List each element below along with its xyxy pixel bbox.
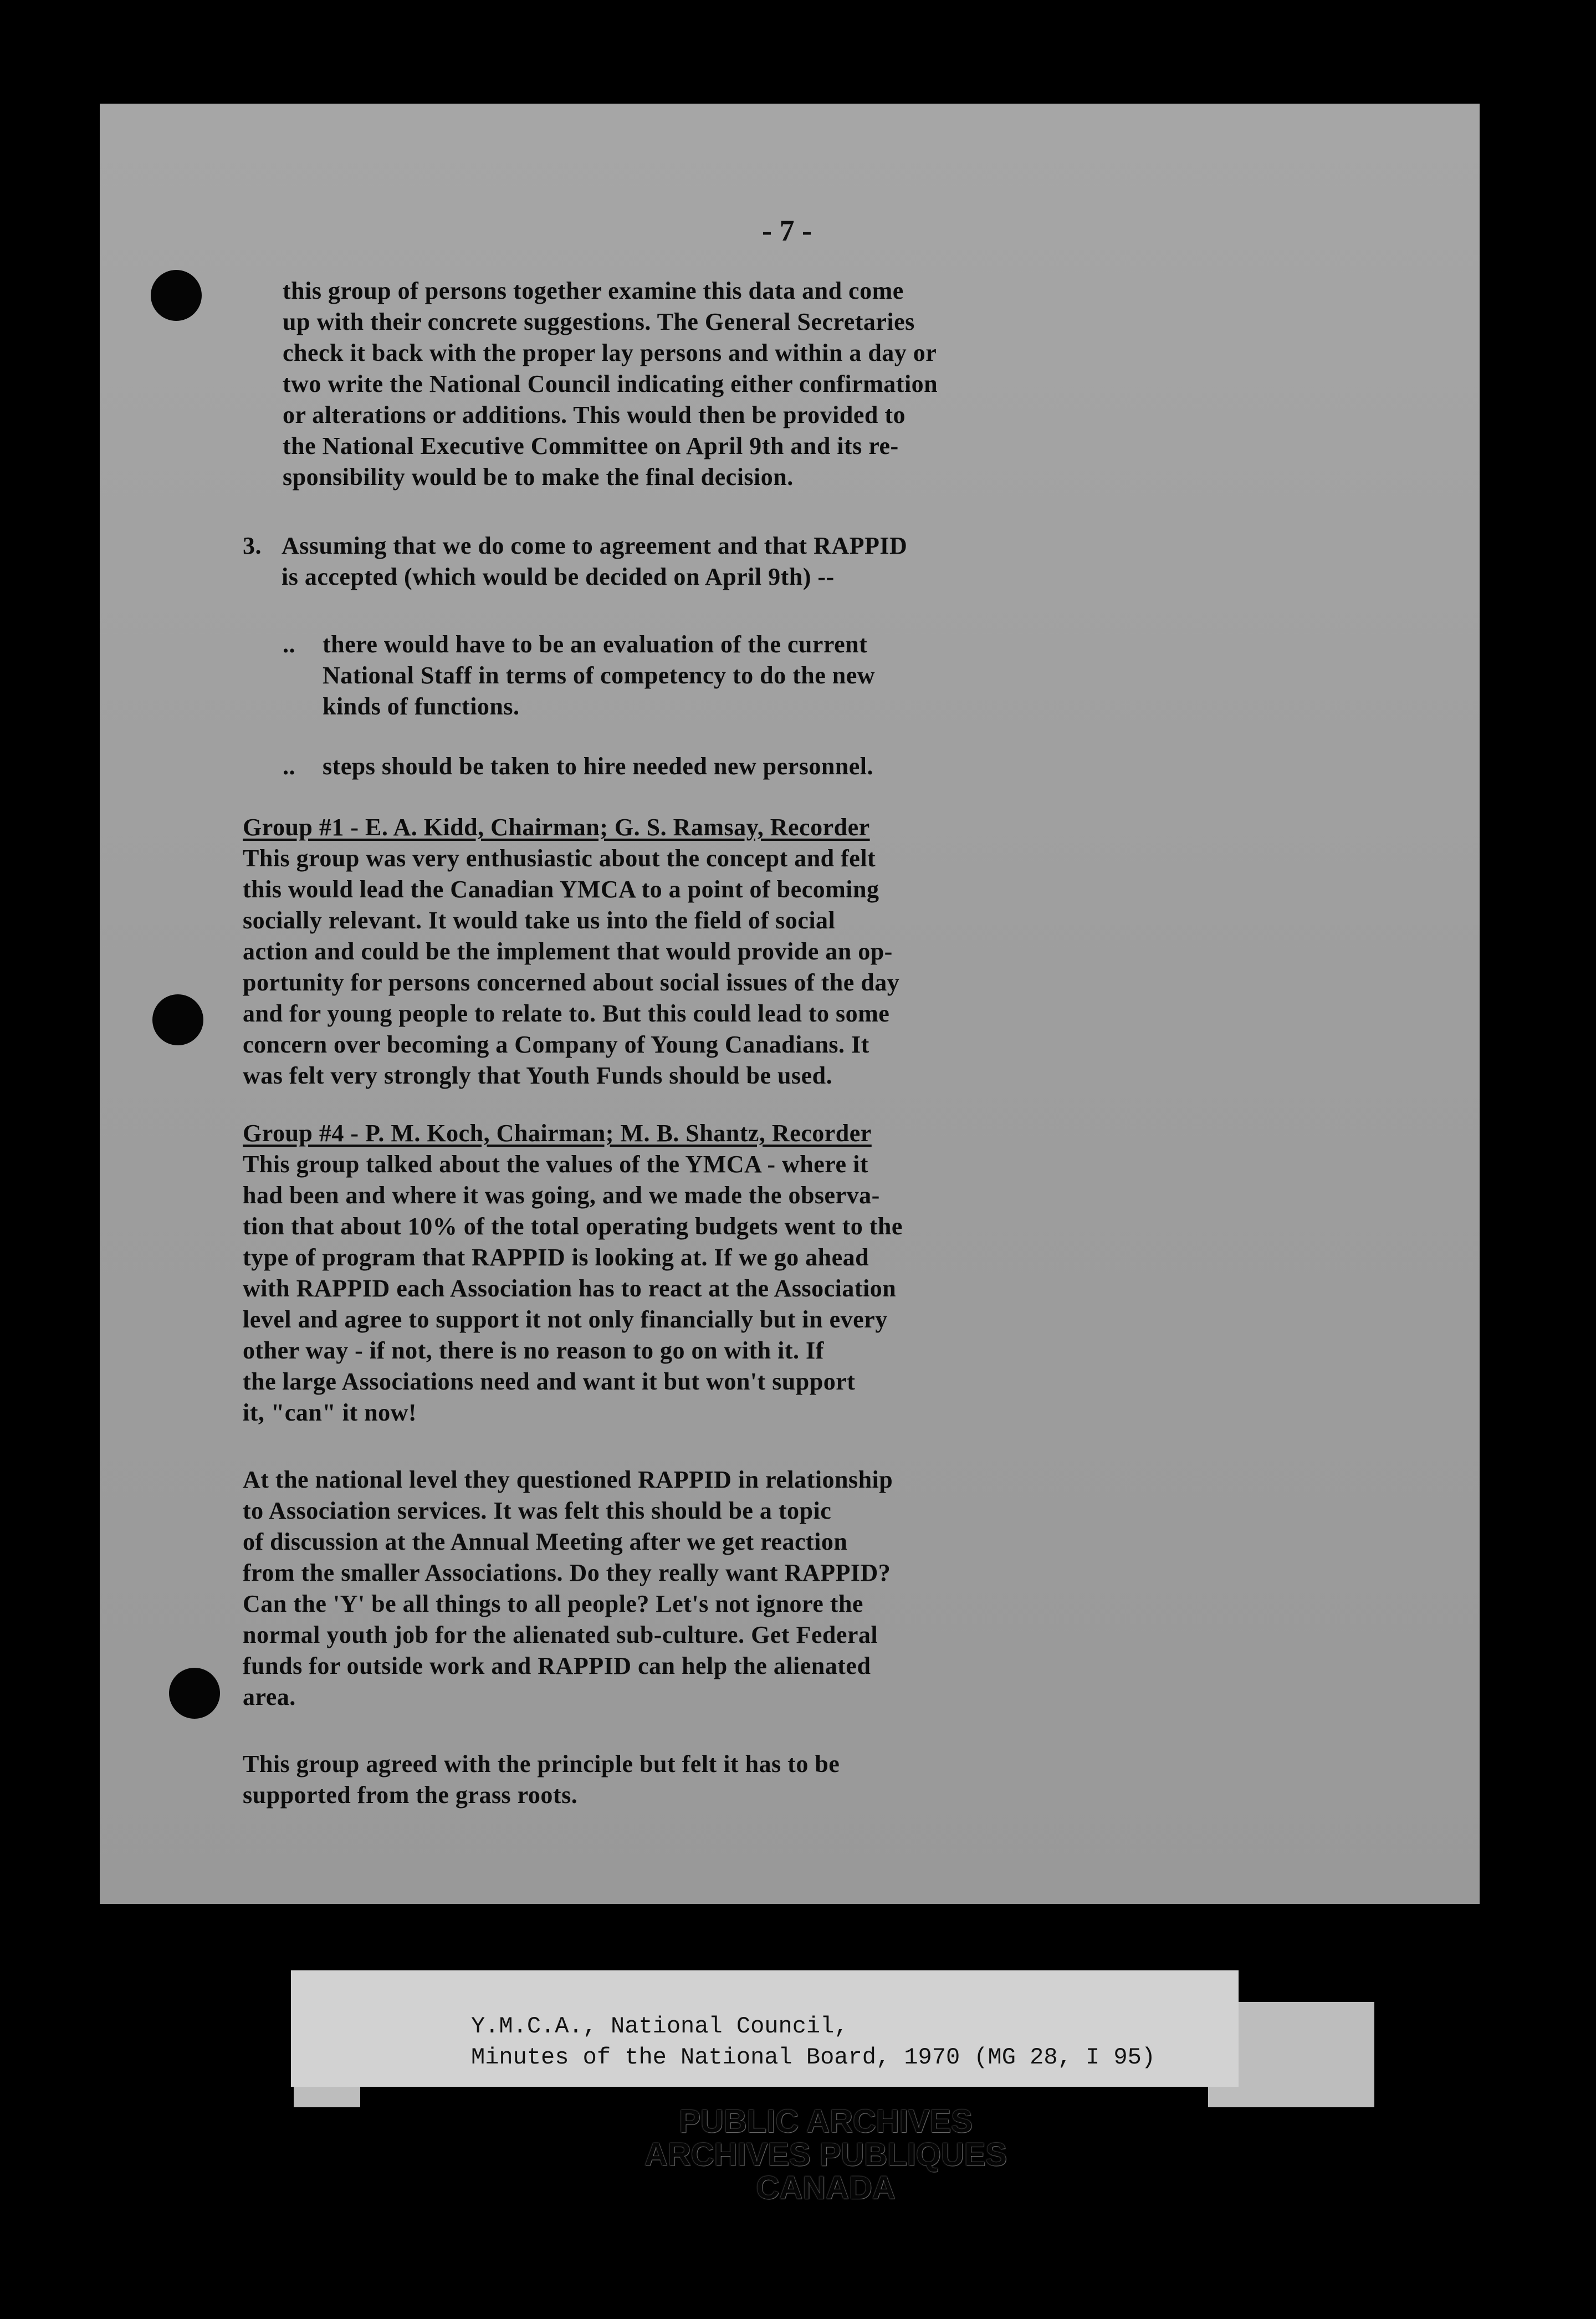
bullet-mark: ..	[283, 753, 295, 780]
text-line: had been and where it was going, and we made the observa-	[243, 1182, 880, 1209]
group-4-paragraph-2	[243, 1464, 893, 1713]
archive-label-line-2: Minutes of the National Board, 1970 (MG 28, I 95)	[471, 2044, 1156, 2071]
text-line: this group of persons together examine this data and come	[283, 277, 904, 304]
text-line: sponsibility would be to make the final decision.	[283, 463, 794, 491]
group-4-heading: Group #4 - P. M. Koch, Chairman; M. B. Shantz, Recorder	[243, 1120, 872, 1147]
text-line: of discussion at the Annual Meeting after we get reaction	[243, 1528, 848, 1555]
text-line: National Staff in terms of competency to do the new	[323, 662, 876, 689]
text-line: Assuming that we do come to agreement and that RAPPID	[282, 532, 908, 559]
text-line: is accepted (which would be decided on April 9th) --	[282, 563, 835, 590]
bullet-mark: ..	[283, 631, 295, 658]
text-line: This group agreed with the principle but felt it has to be	[243, 1750, 840, 1777]
stamp-line-3: CANADA	[756, 2170, 896, 2206]
text-line: This group was very enthusiastic about the concept and felt	[243, 845, 876, 872]
text-line: tion that about 10% of the total operating budgets went to the	[243, 1213, 903, 1240]
item-3-bullet-2	[283, 751, 1225, 784]
group-1-section	[243, 812, 899, 1091]
text-line: supported from the grass roots.	[243, 1781, 578, 1809]
text-line: level and agree to support it not only financially but in every	[243, 1306, 888, 1333]
punch-hole-top	[151, 270, 202, 321]
text-line: concern over becoming a Company of Young Canadians. It	[243, 1031, 869, 1058]
text-line: This group talked about the values of the YMCA - where it	[243, 1151, 868, 1178]
text-line: normal youth job for the alienated sub-culture. Get Federal	[243, 1621, 878, 1648]
archive-label-line-1: Y.M.C.A., National Council,	[471, 2013, 848, 2040]
text-line: the National Executive Committee on April 9th and its re-	[283, 432, 899, 459]
text-line: action and could be the implement that would provide an op-	[243, 938, 893, 965]
group-4-paragraph-3	[243, 1749, 840, 1811]
text-line: Can the 'Y' be all things to all people? Let's not ignore the	[243, 1590, 863, 1617]
text-line: At the national level they questioned RAPPID in relationship	[243, 1466, 893, 1493]
bleed-through-text	[1142, 336, 1474, 1904]
document-page	[100, 104, 1480, 1904]
text-line: with RAPPID each Association has to react at the Association	[243, 1275, 897, 1302]
text-line: portunity for persons concerned about social issues of the day	[243, 969, 900, 996]
continuation-paragraph	[283, 275, 938, 493]
item-3	[243, 530, 1185, 597]
text-line: from the smaller Associations. Do they really want RAPPID?	[243, 1559, 891, 1586]
text-line: it, "can" it now!	[243, 1399, 417, 1426]
text-line: socially relevant. It would take us into the field of social	[243, 907, 836, 934]
punch-hole-middle	[152, 994, 203, 1045]
punch-hole-bottom	[169, 1668, 220, 1719]
text-line: steps should be taken to hire needed new personnel.	[323, 753, 874, 780]
archives-stamp	[576, 2105, 1075, 2205]
text-line: check it back with the proper lay persons and within a day or	[283, 339, 937, 366]
stamp-line-2: ARCHIVES PUBLIQUES	[644, 2137, 1007, 2173]
text-line: type of program that RAPPID is looking at. If we go ahead	[243, 1244, 869, 1271]
text-line: was felt very strongly that Youth Funds should be used.	[243, 1062, 833, 1089]
text-line: there would have to be an evaluation of the current	[323, 631, 868, 658]
group-1-heading: Group #1 - E. A. Kidd, Chairman; G. S. Ramsay, Recorder	[243, 814, 870, 841]
text-line: two write the National Council indicating either confirmation	[283, 370, 938, 397]
item-3-bullet-1	[283, 629, 1225, 729]
stamp-line-1: PUBLIC ARCHIVES	[679, 2103, 973, 2139]
text-line: to Association services. It was felt this should be a topic	[243, 1497, 832, 1524]
text-line: funds for outside work and RAPPID can help the alienated	[243, 1652, 871, 1679]
text-line: the large Associations need and want it but won't support	[243, 1368, 856, 1395]
archive-label-text	[471, 2011, 1155, 2073]
text-line: or alterations or additions. This would then be provided to	[283, 401, 906, 428]
group-4-section	[243, 1118, 903, 1428]
text-line: this would lead the Canadian YMCA to a point of becoming	[243, 876, 879, 903]
text-line: and for young people to relate to. But this could lead to some	[243, 1000, 890, 1027]
text-line: kinds of functions.	[323, 693, 520, 720]
text-line: up with their concrete suggestions. The General Secretaries	[283, 308, 915, 335]
item-number: 3.	[243, 532, 262, 559]
text-line: other way - if not, there is no reason to go on with it. If	[243, 1337, 824, 1364]
text-line: area.	[243, 1683, 296, 1710]
page-number: - 7 -	[762, 214, 812, 247]
